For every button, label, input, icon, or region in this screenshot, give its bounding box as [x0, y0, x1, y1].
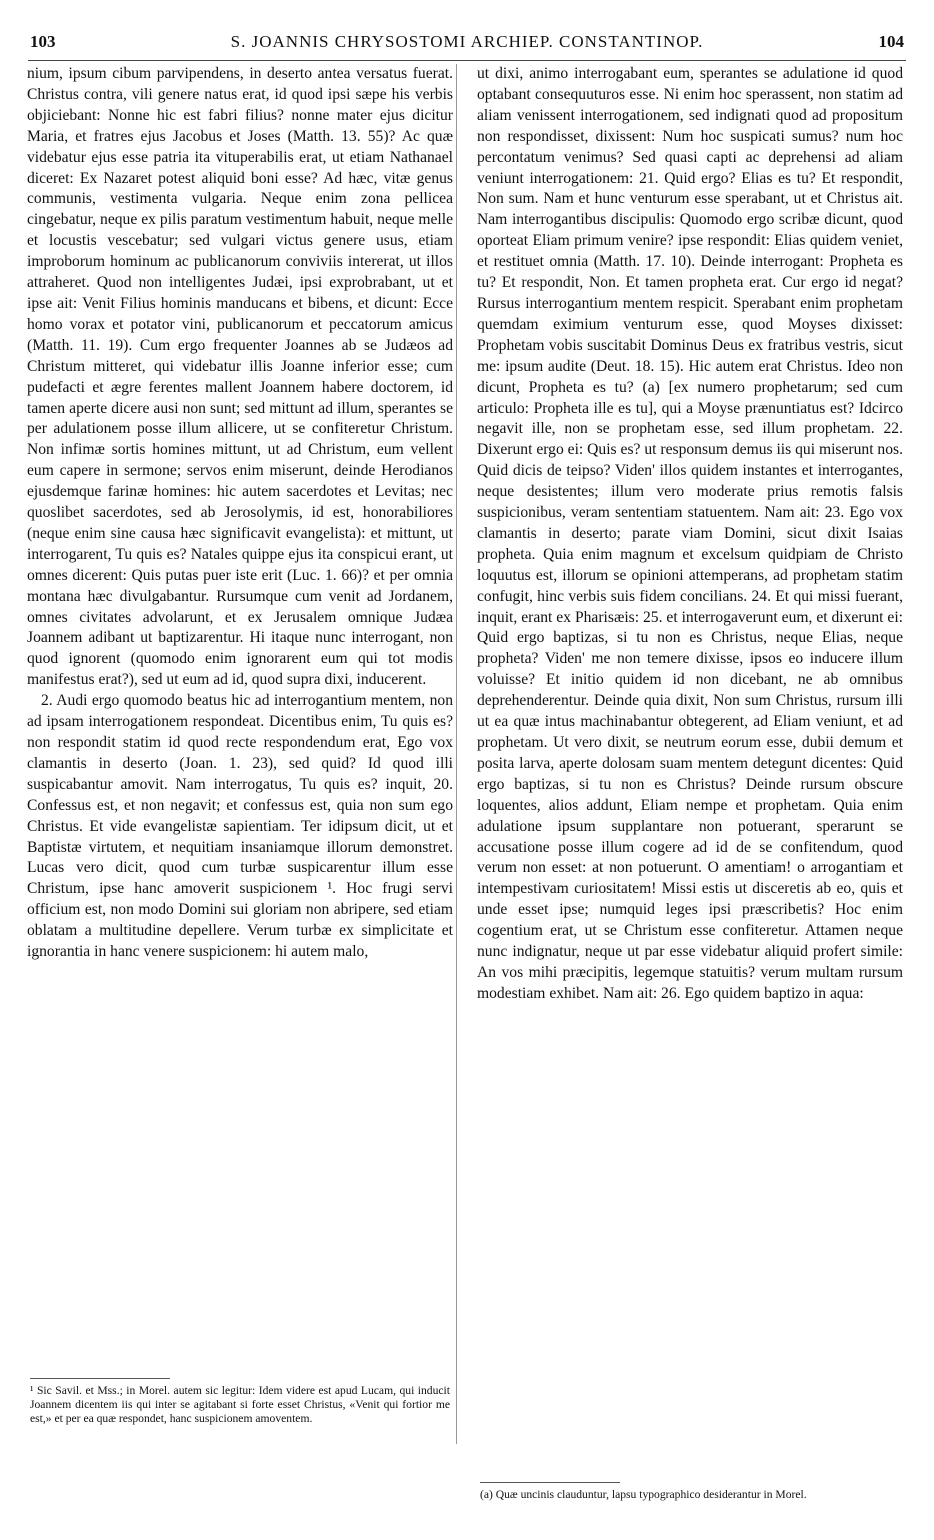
right-column	[477, 64, 903, 1504]
left-column	[27, 64, 453, 1504]
footnotes-right	[480, 1488, 900, 1502]
footnotes-left	[30, 1384, 450, 1426]
footnote-rule-left	[30, 1378, 170, 1379]
footnote-rule-right	[480, 1482, 620, 1483]
left-paragraph-1: nium, ipsum cibum parvipendens, in deserto antea versatus fuerat. Christus contra, vili genere natus erat, id quod ipsi sæpe his verbis objiciebant: Nonne hic est fabri filius? nonne mater ejus dicitur Maria, et fratres ejus Jacobus et Joses (Matth. 13. 55)? Ac quæ videbatur ejus esse patria ita vituperabilis erat, ut etiam Nathanael diceret: Ex Nazaret potest aliquid boni esse? Ad hæc, vitæ genus communis, vestimenta vulgaria. Neque enim zona pellicea cingebatur, neque ex pilis paratum vestimentum habuit, neque melle et locustis vescebatur; sed vulgari victus genere usus, etiam improborum hominum ac publicanorum conviviis intererat, ut illos attraheret. Quod non intelligentes Judæi, ipsi exprobrabant, ut et ipse ait: Venit Filius hominis manducans et bibens, et dicunt: Ecce homo vorax et potator vini, publicanorum et peccatorum amicus (Matth. 11. 19). Cum ergo frequenter Joannes ab se Judæos ad Christum mitteret, qui videbatur illis Joanne inferior esse; cum pudefacti et ægre ferentes mallent Joannem habere doctorem, id tamen aperte dicere ausi non sunt; sed mittunt ad illum, sperantes se per adulationem posse illum allicere, ut se confiteretur Christum. Non infimæ sortis homines mittunt, ut ad Christum, eum vellent eum capere in sermone; servos enim miserunt, deinde Herodianos ejusdemque farinæ homines: hic autem sacerdotes et Levitas; nec quoslibet sacerdotes, sed ab Jerosolymis, id est, honorabiliores (neque enim sine causa hæc significavit evangelista): et mittunt, ut interrogarent, Tu quis es? Natales quippe ejus ita conspicui erant, ut omnes dicerent: Quis putas puer iste erit (Luc. 1. 66)? et per omnia montana hæc divulgabantur. Rursumque cum venit ad Jordanem, omnes civitates advolarunt, et ex Jerusalem omnique Judæa Joannem adibant ut baptizarentur. Hi itaque nunc interrogant, non quod ignorent (quomodo enim ignorarent eum qui tot modis manifestus erat?), sed ut eum ad id, quod supra dixi, inducerent.	[27, 65, 453, 689]
footnote-left-1: ¹ Sic Savil. et Mss.; in Morel. autem sic legitur: Idem videre est apud Lucam, qui inducit Joannem dicentem iis qui inter se agitabant si forte esset Christus, «Venit qui fortior me est,» et per ea quæ respondet, hanc suspicionem amoventem.	[30, 1384, 450, 1425]
left-paragraph-2: 2. Audi ergo quomodo beatus hic ad interrogantium mentem, non ad ipsam interrogationem respondeat. Dicentibus enim, Tu quis es? non respondit statim id quod recte respondendum erat, Ego vox clamantis in deserto (Joan. 1. 23), sed quid? Id quod illi suspicabantur amovit. Nam interrogatus, Tu quis es? inquit, 20. Confessus est, et non negavit; et confessus est, quia non sum ego Christus. Et vide evangelistæ sapientiam. Ter idipsum dicit, ut et Baptistæ virtutem, et nequitiam insaniamque illorum demonstret. Lucas vero dicit, quod cum turbæ suspicarentur illum esse Christum, ipse hanc amoverit suspicionem ¹. Hoc frugi servi officium est, non modo Domini sui gloriam non abripere, sed etiam oblatam a multitudine depellere. Verum turbæ ex simplicitate et ignorantia in hanc venere suspicionem: hi autem malo,	[27, 692, 453, 961]
running-title: S. JOANNIS CHRYSOSTOMI ARCHIEP. CONSTANTINOP.	[230, 32, 704, 51]
footnote-right-1: (a) Quæ uncinis clauduntur, lapsu typographico desiderantur in Morel.	[480, 1488, 807, 1501]
right-paragraph-1: ut dixi, animo interrogabant eum, sperantes se adulatione id quod optabant consequuturos esse. Ni enim hoc sperassent, non statim ad aliam venissent interrogationem, sed indignati quod ad propositum non respondisset, dixissent: Num hoc suspicati sumus? num hoc percontatum venimus? Sed quasi capti ac deprehensi ad aliam veniunt interrogationem: 21. Quid ergo? Elias es tu? Et respondit, Non sum. Nam et hunc venturum esse sperabant, ut et Christus ait. Nam interrogantibus discipulis: Quomodo ergo scribæ dicunt, quod oporteat Eliam primum venire? ipse respondit: Elias quidem veniet, et restituet omnia (Matth. 17. 10). Deinde interrogant: Propheta es tu? Et respondit, Non. Et tamen propheta erat. Cur ergo id negat? Rursus interrogantium mentem respicit. Sperabant enim prophetam quemdam eximium venturum esse, quod Moyses dixisset: Prophetam vobis suscitabit Dominus Deus ex fratribus vestris, sicut me: ipsum audite (Deut. 18. 15). Hic autem erat Christus. Ideo non dicunt, Propheta es tu? (a) [ex numero prophetarum; sed cum articulo: Propheta ille es tu], qui a Moyse prænuntiatus est? Idcirco negavit ille, non se prophetam esse, sed illum prophetam. 22. Dixerunt ergo ei: Quis es? ut responsum demus iis qui miserunt nos. Quid dicis de teipso? Viden' illos quidem instantes et interrogantes, neque desistentes; illum vero moderate prius remotis falsis suspicionibus, veram sententiam statuentem. Nam ait: 23. Ego vox clamantis in deserto; parate viam Domini, sicut dixit Isaias propheta. Quia enim magnum et excelsum quidpiam de Christo loquutus est, illorum se opinioni attemperans, ad prophetam statim confugit, hinc verbis suis fidem concilians. 24. Et qui missi fuerant, inquit, erant ex Pharisæis: 25. et interrogaverunt eum, et dixerunt ei: Quid ergo baptizas, si tu non es Christus, neque Elias, neque propheta? Viden' me non temere dixisse, ipsos eo inducere illum voluisse? Et initio quidem id non dicebant, ne ab omnibus deprehenderentur. Deinde quia dixit, Non sum Christus, rursum illi ut ea quæ intus machinabantur obtegerent, ad Eliam veniunt, et ad prophetam. Ut vero dixit, se neutrum eorum esse, dubii demum et posita larva, aperte dolosam suam mentem detegunt dicentes: Quid ergo baptizas, si tu non es Christus? Deinde rursum obscure loquentes, alios addunt, Eliam nempe et prophetam. Quia enim adulatione ipsum supplantare non potuerant, sperarunt se accusatione posse illum cogere ad id de se confitendum, quod verum non esset: at non potuerunt. O amentiam! o arrogantiam et intempestivam curiositatem! Missi estis ut disceretis ab eo, quis et unde esset ipse; numquid leges ipsi præscribetis? Hoc enim cogentium erat, ut se Christum esse confiteretur. Attamen neque nunc indignatur, neque ut par esse videbatur aliquid profert simile: An vos mihi præcipitis, legemque statuitis? verum multam rursum modestiam exhibet. Nam ait: 26. Ego quidem baptizo in aqua:	[477, 65, 903, 1002]
column-divider	[456, 64, 457, 1444]
header-rule	[28, 60, 906, 61]
page-header	[0, 32, 934, 58]
page-number-right: 104	[878, 32, 904, 51]
page-number-left: 103	[30, 32, 56, 51]
